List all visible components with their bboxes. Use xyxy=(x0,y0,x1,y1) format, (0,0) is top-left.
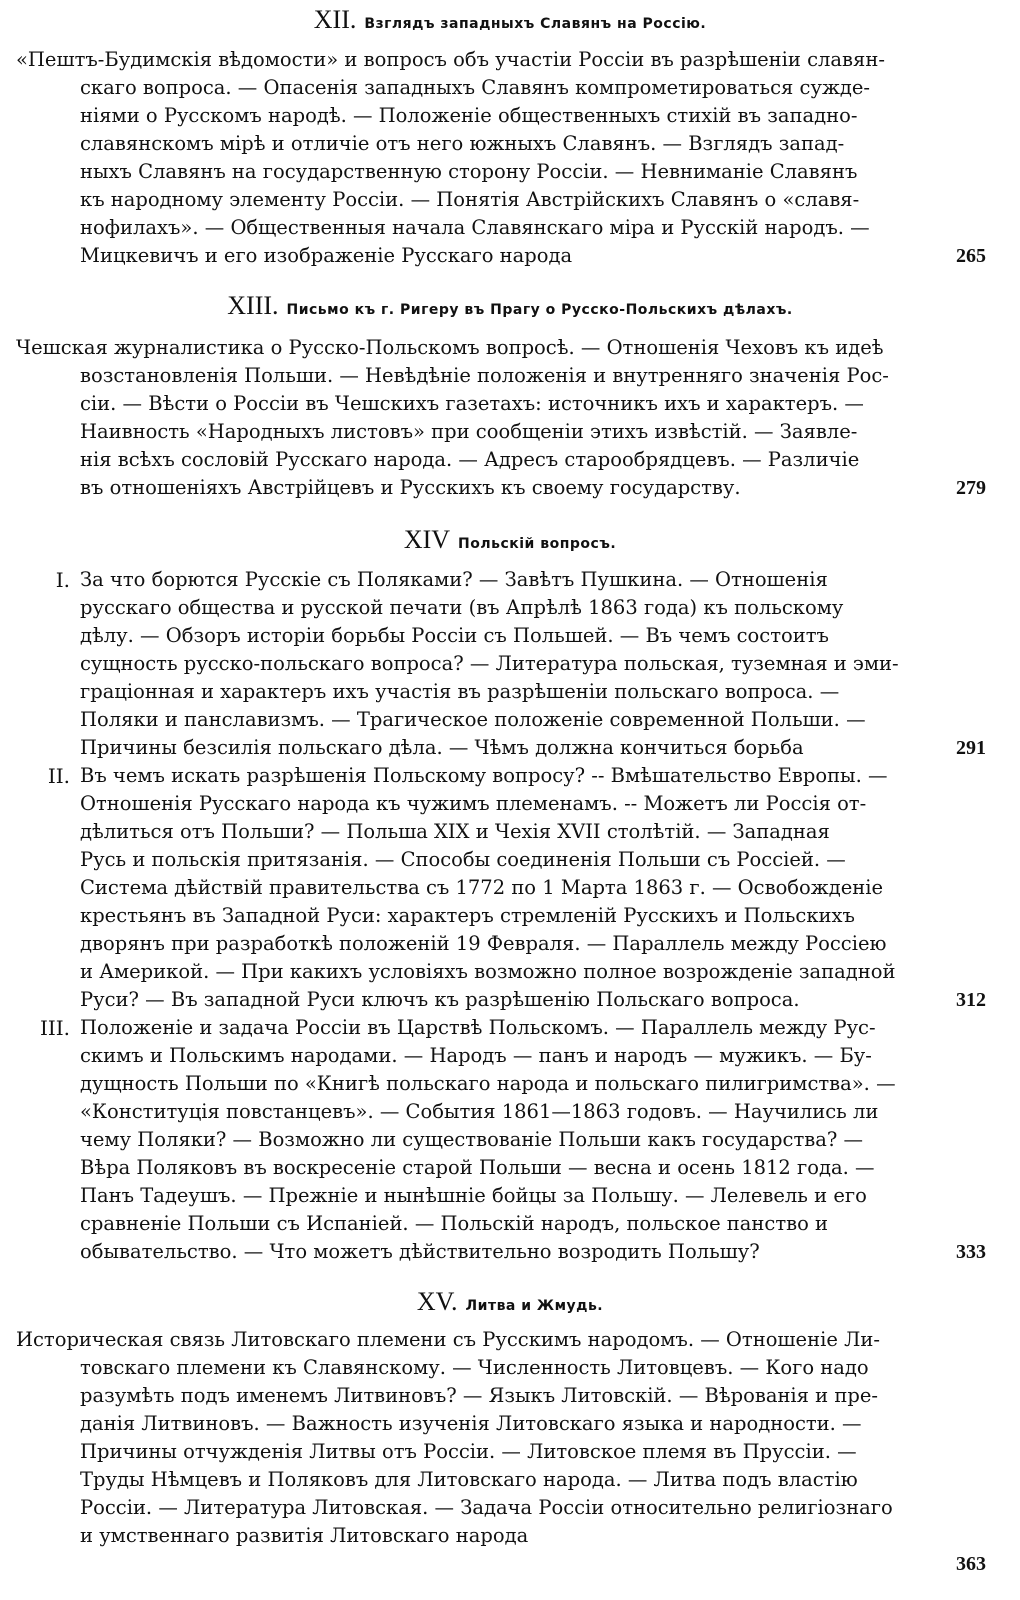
page-number: 279 xyxy=(956,477,986,499)
page-number: 312 xyxy=(956,989,986,1011)
entry-line: Вѣра Поляковъ въ воскресеніе старой Польши — весна и осень 1812 года. — xyxy=(80,1156,875,1179)
entry-line: Причины отчужденія Литвы отъ Россіи. — Литовское племя въ Пруссіи. — xyxy=(80,1440,857,1463)
part-number: II. xyxy=(47,764,70,788)
entry-line: Панъ Тадеушъ. — Прежніе и нынѣшніе бойцы за Польшу. — Лелевель и его xyxy=(80,1184,867,1207)
entry-line: возстановленія Польши. — Невѣдѣніе положенія и внутренняго значенія Рос- xyxy=(80,364,889,387)
entry-line: и Америкой. — При какихъ условіяхъ возможно полное возрожденіе западной xyxy=(80,960,896,983)
section-title xyxy=(0,1286,1020,1322)
section-heading: Взглядъ западныхъ Славянъ на Россію. xyxy=(364,16,707,32)
entry-line: Мицкевичъ и его изображеніе Русскаго народа xyxy=(80,244,573,267)
entry-line: Положеніе и задача Россіи въ Царствѣ Польскомъ. — Параллель между Рус- xyxy=(80,1016,876,1039)
entry-line: разумѣть подъ именемъ Литвиновъ? — Языкъ Литовскій. — Вѣрованія и пре- xyxy=(80,1384,878,1407)
entry-line: чему Поляки? — Возможно ли существованіе Польши какъ государства? — xyxy=(80,1128,863,1151)
section-heading: Литва и Жмудь. xyxy=(465,1298,604,1314)
entry-line: къ народному элементу Россіи. — Понятія Австрійскихъ Славянъ о «славя- xyxy=(80,188,860,211)
entry-line: Наивность «Народныхъ листовъ» при сообщеніи этихъ извѣстій. — Заявле- xyxy=(80,420,858,443)
entry-line: русскаго общества и русской печати (въ Апрѣлѣ 1863 года) къ польскому xyxy=(80,596,844,619)
entry-line: скимъ и Польскимъ народами. — Народъ — панъ и народъ — мужикъ. — Бу- xyxy=(80,1044,872,1067)
entry-line: «Конституція повстанцевъ». — События 1861—1863 годовъ. — Научились ли xyxy=(80,1100,879,1123)
entry-line: данія Литвиновъ. — Важность изученія Литовскаго языка и народности. — xyxy=(80,1412,862,1435)
entry-line: дворянъ при разработкѣ положеній 19 Февраля. — Параллель между Россіею xyxy=(80,932,887,955)
entry-line: дущность Польши по «Книгѣ польскаго народа и польскаго пилигримства». — xyxy=(80,1072,896,1095)
entry-line: За что борются Русскіе съ Поляками? — Завѣтъ Пушкина. — Отношенія xyxy=(80,568,828,591)
entry-line: славянскомъ мірѣ и отличіе отъ него южныхъ Славянъ. — Взглядъ запад- xyxy=(80,132,845,155)
section-heading: Письмо къ г. Ригеру въ Прагу о Русско-Польскихъ дѣлахъ. xyxy=(286,302,793,318)
section-number: XIV xyxy=(403,525,451,554)
entry-line: крестьянъ въ Западной Руси: характеръ стремленій Русскихъ и Польскихъ xyxy=(80,904,855,927)
entry-line: Руси? — Въ западной Руси ключъ къ разрѣшенію Польскаго вопроса. xyxy=(80,988,800,1011)
entry-line: сіи. — Вѣсти о Россіи въ Чешскихъ газетахъ: источникъ ихъ и характеръ. — xyxy=(80,392,864,415)
entry-line: Въ чемъ искать разрѣшенія Польскому вопросу? -- Вмѣшательство Европы. — xyxy=(80,764,888,787)
part-number: I. xyxy=(55,568,70,592)
entry-line: ныхъ Славянъ на государственную сторону Россіи. — Невниманіе Славянъ xyxy=(80,160,858,183)
page-number: 333 xyxy=(956,1241,986,1263)
section-number: XII. xyxy=(313,5,357,34)
section-number: XIII. xyxy=(227,291,279,320)
entry-line: дѣлу. — Обзоръ исторіи борьбы Россіи съ Польшей. — Въ чемъ состоитъ xyxy=(80,624,829,647)
section-title xyxy=(0,4,1020,40)
entry-line: сравненіе Польши съ Испаніей. — Польскій народъ, польское панство и xyxy=(80,1212,829,1235)
section-title xyxy=(0,290,1020,326)
entry-line: ніями о Русскомъ народѣ. — Положеніе общественныхъ стихій въ западно- xyxy=(80,104,858,127)
entry-line: Россіи. — Литература Литовская. — Задача Россіи относительно религіознаго xyxy=(80,1496,893,1519)
entry-line: сущность русско-польскаго вопроса? — Литература польская, туземная и эми- xyxy=(80,652,899,675)
entry-line: нофилахъ». — Общественныя начала Славянскаго міра и Русскій народъ. — xyxy=(80,216,870,239)
page-number: 265 xyxy=(956,245,986,267)
entry-line: Причины безсилія польскаго дѣла. — Чѣмъ должна кончиться борьба xyxy=(80,736,804,759)
entry-line: Система дѣйствій правительства съ 1772 по 1 Марта 1863 г. — Освобожденіе xyxy=(80,876,884,899)
entry-line: Труды Нѣмцевъ и Поляковъ для Литовскаго народа. — Литва подъ властію xyxy=(80,1468,858,1491)
entry-line: товскаго племени къ Славянскому. — Численность Литовцевъ. — Кого надо xyxy=(80,1356,869,1379)
entry-line: Русь и польскія притязанія. — Способы соединенія Польши съ Россіей. — xyxy=(80,848,846,871)
entry-line: Поляки и панславизмъ. — Трагическое положеніе современной Польши. — xyxy=(80,708,866,731)
entry-line: Чешская журналистика о Русско-Польскомъ вопросѣ. — Отношенія Чеховъ къ идеѣ xyxy=(16,336,884,359)
part-number: III. xyxy=(39,1016,70,1040)
entry-line: и умственнаго развитія Литовскаго народа xyxy=(80,1524,529,1547)
entry-line: граціонная и характеръ ихъ участія въ разрѣшеніи польскаго вопроса. — xyxy=(80,680,840,703)
entry-line: «Пештъ-Будимскія вѣдомости» и вопросъ объ участіи Россіи въ разрѣшеніи славян- xyxy=(16,48,885,71)
section-heading: Польскій вопросъ. xyxy=(458,536,617,552)
section-title xyxy=(0,524,1020,560)
entry-line: обывательство. — Что можетъ дѣйствительно возродить Польшу? xyxy=(80,1240,760,1263)
page-number: 291 xyxy=(956,737,986,759)
entry-line: Историческая связь Литовскаго племени съ Русскимъ народомъ. — Отношеніе Ли- xyxy=(16,1328,880,1351)
entry-line: въ отношеніяхъ Австрійцевъ и Русскихъ къ своему государству. xyxy=(80,476,741,499)
section-number: XV. xyxy=(416,1287,458,1316)
page-number: 363 xyxy=(956,1553,986,1575)
entry-line: скаго вопроса. — Опасенія западныхъ Славянъ компрометироваться сужде- xyxy=(80,76,871,99)
entry-line: Отношенія Русскаго народа къ чужимъ племенамъ. -- Можетъ ли Россія от- xyxy=(80,792,867,815)
entry-line: дѣлиться отъ Польши? — Польша XIX и Чехія XVII столѣтій. — Западная xyxy=(80,820,830,843)
entry-line: нія всѣхъ сословій Русскаго народа. — Адресъ старообрядцевъ. — Различіе xyxy=(80,448,860,471)
